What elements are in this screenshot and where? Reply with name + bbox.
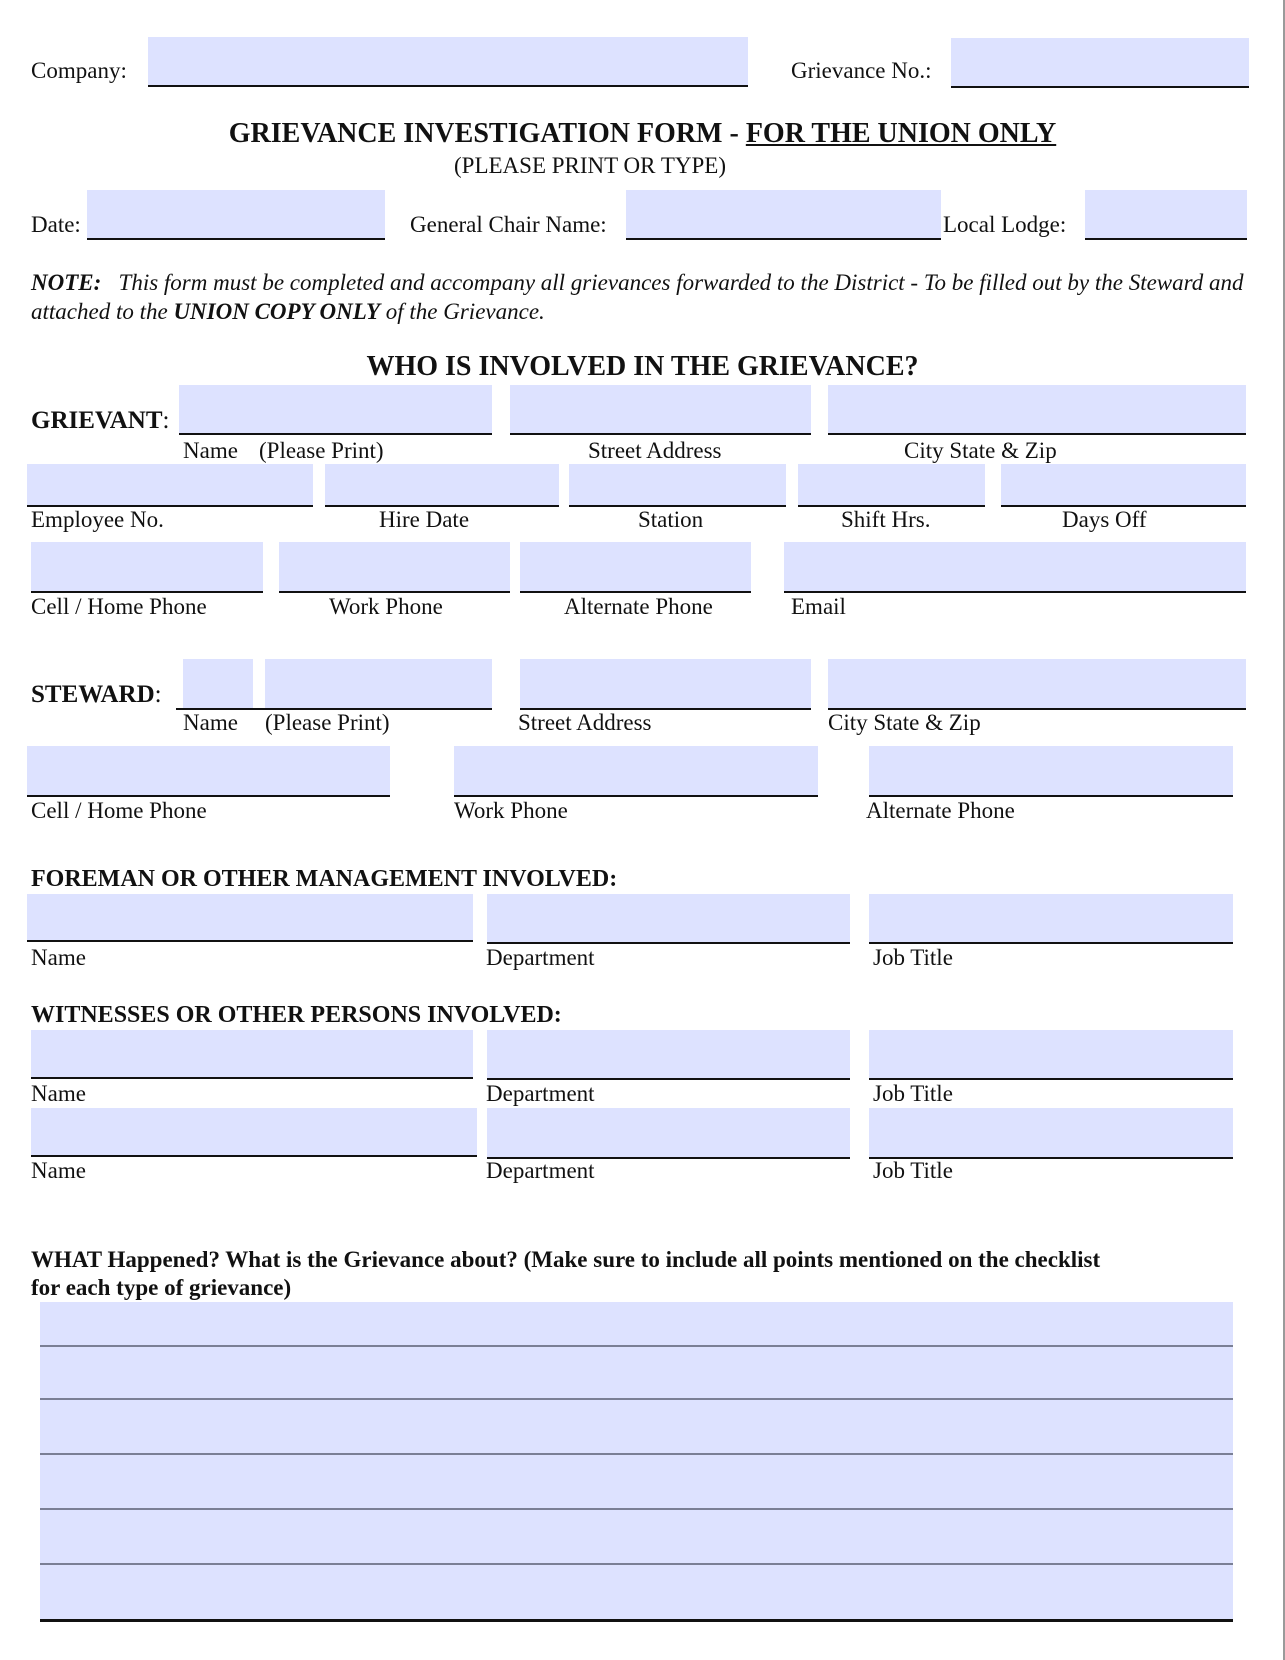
steward-label (31, 681, 162, 709)
grievant-work-phone-field[interactable] (279, 542, 510, 593)
grievant-city-label: City State & Zip (904, 438, 1057, 463)
grievant-colon: : (162, 407, 170, 434)
steward-street-field[interactable] (520, 659, 811, 710)
witness-2-job-title-field[interactable] (869, 1108, 1233, 1159)
witness-2-name-field[interactable] (31, 1108, 477, 1157)
note-body-2: of the Grievance. (380, 299, 545, 324)
witness-1-department-field[interactable] (487, 1030, 850, 1080)
witness-1-job-title-label: Job Title (873, 1081, 953, 1106)
foreman-heading: FOREMAN OR OTHER MANAGEMENT INVOLVED: (31, 866, 618, 892)
steward-name-label: Name (183, 710, 238, 735)
description-textarea[interactable] (40, 1302, 1233, 1622)
steward-label-text: STEWARD (31, 681, 155, 708)
steward-please-print: (Please Print) (265, 710, 390, 735)
witness-2-department-field[interactable] (487, 1108, 850, 1159)
form-subtitle: (PLEASE PRINT OR TYPE) (454, 153, 726, 178)
grievant-city-field[interactable] (828, 385, 1246, 435)
date-field[interactable] (87, 190, 385, 240)
grievance-no-field[interactable] (951, 38, 1249, 88)
company-field[interactable] (148, 37, 748, 87)
note-body-1: This form must be completed and accompany all grievances forwarded to the District - To be filled out by the Steward and attached to the (31, 270, 1244, 324)
general-chair-field[interactable] (626, 190, 941, 240)
employee-no-field[interactable] (27, 464, 313, 507)
steward-cell-field[interactable] (27, 746, 390, 797)
steward-city-field[interactable] (828, 659, 1246, 710)
witness-1-department-label: Department (486, 1081, 595, 1106)
witness-2-department-label: Department (486, 1158, 595, 1183)
local-lodge-field[interactable] (1085, 190, 1247, 240)
foreman-job-title-field[interactable] (869, 894, 1233, 944)
steward-work-phone-label: Work Phone (454, 798, 568, 823)
witness-2-job-title-label: Job Title (873, 1158, 953, 1183)
grievant-please-print: (Please Print) (259, 438, 384, 463)
steward-name-field-2[interactable] (265, 659, 492, 710)
form-title-union-only: FOR THE UNION ONLY (745, 118, 1057, 149)
steward-work-phone-field[interactable] (454, 746, 818, 797)
note-prefix: NOTE: (31, 270, 102, 295)
grievant-email-label: Email (791, 594, 846, 619)
foreman-name-label: Name (31, 945, 86, 970)
steward-street-label: Street Address (518, 710, 652, 735)
grievant-street-field[interactable] (510, 385, 811, 435)
what-happened-heading-line1: WHAT Happened? What is the Grievance about? (Make sure to include all points mentioned on the checklist (31, 1247, 1101, 1272)
steward-colon: : (154, 681, 162, 708)
grievance-no-label: Grievance No.: (791, 58, 932, 83)
foreman-department-field[interactable] (487, 894, 850, 944)
grievant-street-label: Street Address (588, 438, 722, 463)
station-field[interactable] (569, 464, 786, 507)
steward-city-label: City State & Zip (828, 710, 981, 735)
foreman-department-label: Department (486, 945, 595, 970)
employee-no-label: Employee No. (31, 507, 164, 532)
general-chair-label: General Chair Name: (410, 212, 607, 237)
local-lodge-label: Local Lodge: (943, 212, 1067, 237)
days-off-label: Days Off (1062, 507, 1147, 532)
foreman-name-field[interactable] (27, 894, 473, 942)
grievant-cell-field[interactable] (31, 542, 263, 593)
grievant-label (31, 407, 169, 435)
form-title (0, 118, 1285, 150)
grievant-label-text: GRIEVANT (31, 407, 163, 434)
witness-1-name-field[interactable] (31, 1030, 473, 1079)
steward-alt-phone-field[interactable] (869, 746, 1233, 797)
hire-date-field[interactable] (325, 464, 559, 507)
witness-1-job-title-field[interactable] (869, 1030, 1233, 1080)
who-heading: WHO IS INVOLVED IN THE GRIEVANCE? (366, 351, 919, 382)
form-title-main: GRIEVANCE INVESTIGATION FORM - (228, 118, 746, 149)
company-label: Company: (31, 58, 127, 83)
foreman-job-title-label: Job Title (873, 945, 953, 970)
grievant-email-field[interactable] (784, 542, 1246, 593)
witnesses-heading: WITNESSES OR OTHER PERSONS INVOLVED: (31, 1002, 562, 1028)
note-text (31, 268, 1261, 326)
grievant-alt-phone-label: Alternate Phone (564, 594, 713, 619)
grievant-name-field[interactable] (179, 385, 492, 435)
date-label: Date: (31, 212, 81, 237)
grievant-alt-phone-field[interactable] (520, 542, 751, 593)
steward-cell-label: Cell / Home Phone (31, 798, 207, 823)
steward-name-field-1[interactable] (183, 659, 253, 710)
witness-1-name-label: Name (31, 1081, 86, 1106)
days-off-field[interactable] (1001, 464, 1246, 507)
grievant-cell-label: Cell / Home Phone (31, 594, 207, 619)
witness-2-name-label: Name (31, 1158, 86, 1183)
hire-date-label: Hire Date (379, 507, 470, 532)
grievant-work-phone-label: Work Phone (329, 594, 443, 619)
note-union-copy: UNION COPY ONLY (173, 299, 380, 324)
what-happened-heading-line2: for each type of grievance) (31, 1275, 292, 1300)
shift-hrs-field[interactable] (798, 464, 985, 507)
station-label: Station (638, 507, 704, 532)
shift-hrs-label: Shift Hrs. (841, 507, 931, 532)
grievant-name-label: Name (183, 438, 238, 463)
steward-alt-phone-label: Alternate Phone (866, 798, 1015, 823)
